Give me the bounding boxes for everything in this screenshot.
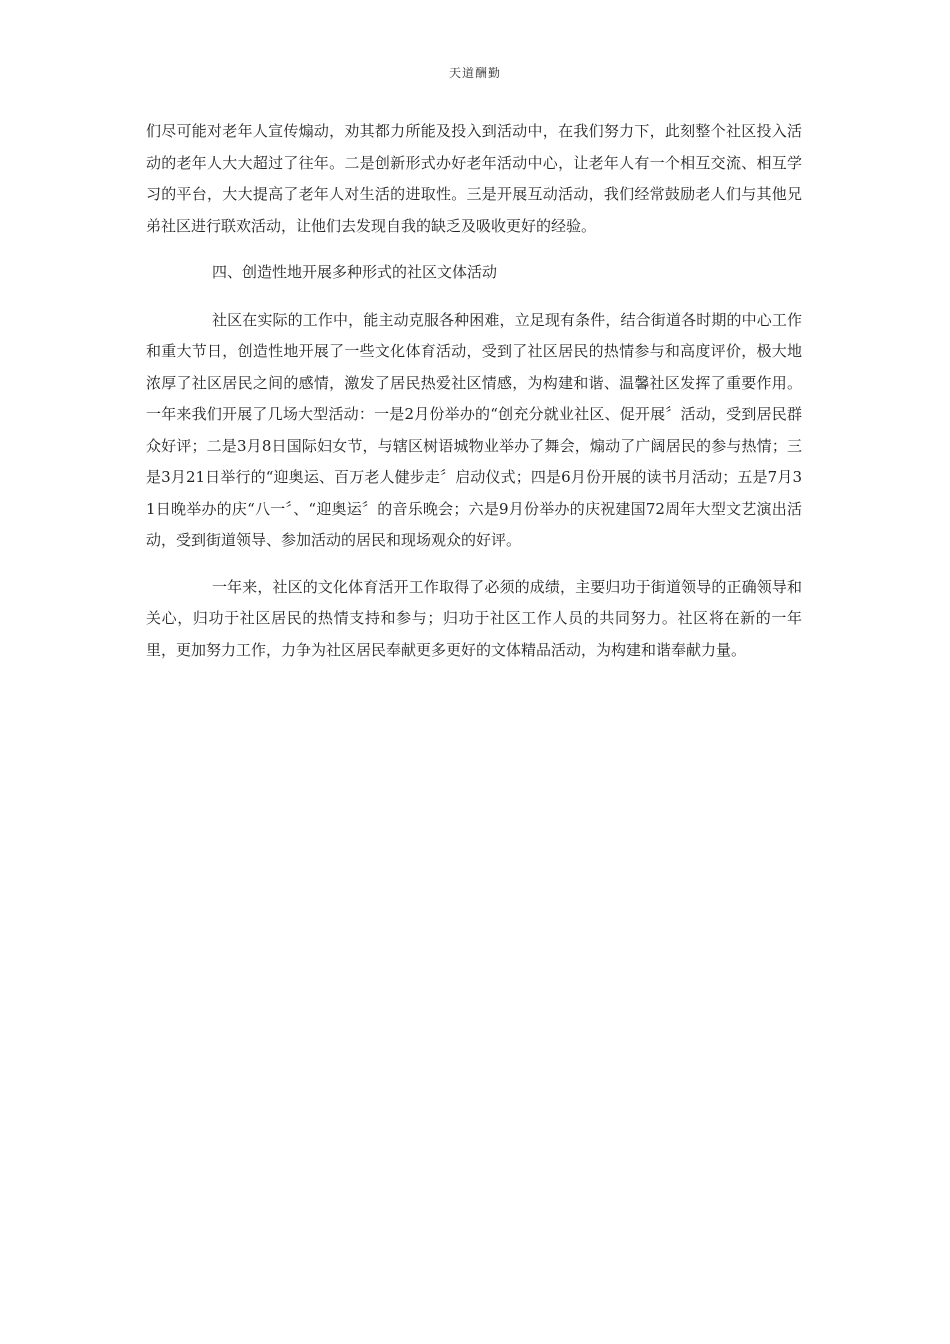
section-heading: 四、创造性地开展多种形式的社区文体活动 <box>212 263 498 281</box>
paragraph-activities: 社区在实际的工作中，能主动克服各种困难，立足现有条件，结合街道各时期的中心工作和重大节日，创造性地开展了一些文化体育活动，受到了社区居民的热情参与和高度评价，极大地浓厚了社区居民之间的感情，激发了居民热爱社区情感，为构建和谐、温馨社区发挥了重要作用。一年来我们开展了几场大型活动：一是2月份举办的“创充分就业社区、促开展〞活动，受到居民群众好评；二是3月8日国际妇女节，与辖区树语城物业举办了舞会，煽动了广阔居民的参与热情；三是3月21日举行的“迎奥运、百万老人健步走〞启动仪式；四是6月份开展的读书月活动；五是7月31日晚举办的庆“八一〞、“迎奥运〞的音乐晚会；六是9月份举办的庆祝建国72周年大型文艺演出活动，受到街道领导、参加活动的居民和现场观众的好评。 <box>146 310 802 549</box>
paragraph-conclusion: 一年来，社区的文化体育活开工作取得了必须的成绩，主要归功于街道领导的正确领导和关心，归功于社区居民的热情支持和参与；归功于社区工作人员的共同努力。社区将在新的一年里，更加努力工作，力争为社区居民奉献更多更好的文体精品活动，为构建和谐奉献力量。 <box>146 577 802 659</box>
document-body <box>146 116 802 681</box>
paragraph-continuation: 们尽可能对老年人宣传煽动，劝其都力所能及投入到活动中，在我们努力下，此刻整个社区投入活动的老年人大大超过了往年。二是创新形式办好老年活动中心，让老年人有一个相互交流、相互学习的平台，大大提高了老年人对生活的进取性。三是开展互动活动，我们经常鼓励老人们与其他兄弟社区进行联欢活动，让他们去发现自我的缺乏及吸收更好的经验。 <box>146 122 802 235</box>
page-header: 天道酬勤 <box>448 66 501 80</box>
